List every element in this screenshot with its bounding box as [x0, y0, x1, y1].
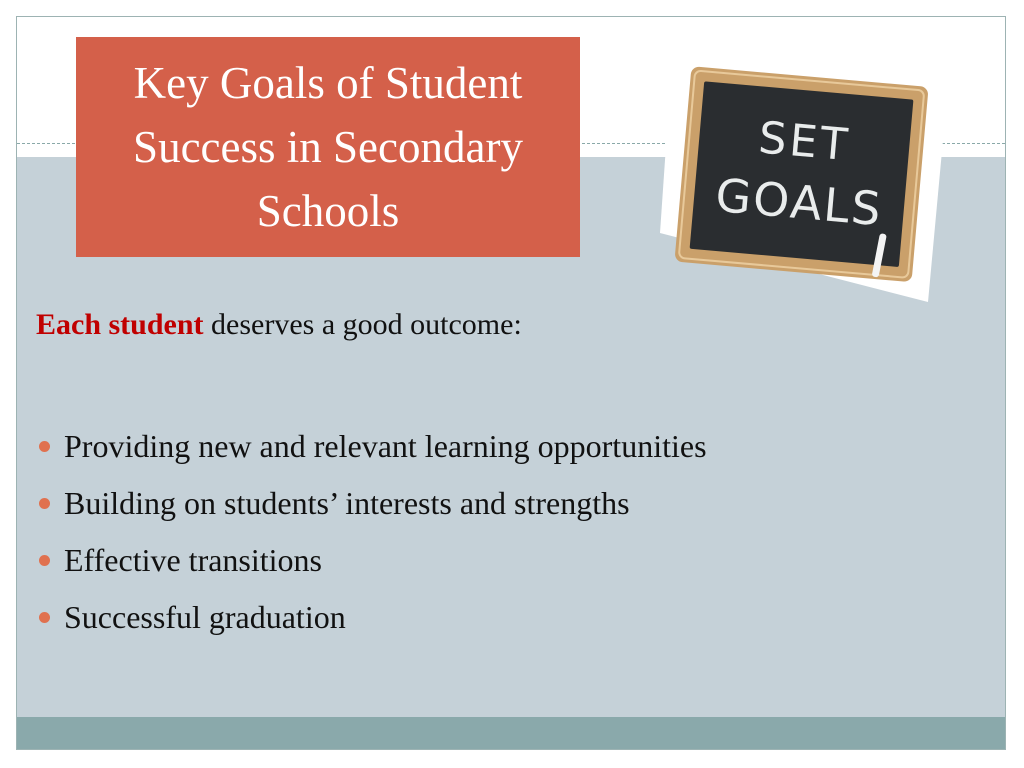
list-item-text: Building on students’ interests and strengths: [64, 485, 630, 521]
footer-band: [17, 717, 1005, 750]
chalk-text-goals: GOALS: [713, 167, 885, 237]
slide-title: Key Goals of Student Success in Secondary Schools: [133, 58, 523, 236]
intro-text: deserves a good outcome:: [203, 308, 522, 341]
bullet-dot-icon: [39, 612, 50, 623]
set-goals-chalkboard-image: [650, 58, 948, 302]
list-item: [36, 475, 707, 532]
list-item-text: Providing new and relevant learning opportunities: [64, 428, 707, 464]
list-item-text: Effective transitions: [64, 542, 322, 578]
title-box: [76, 37, 580, 257]
intro-line: [36, 308, 522, 342]
bullet-dot-icon: [39, 441, 50, 452]
list-item: [36, 418, 707, 475]
goals-list: [36, 418, 707, 646]
bullet-dot-icon: [39, 498, 50, 509]
intro-emphasis: Each student: [36, 308, 204, 341]
bullet-dot-icon: [39, 555, 50, 566]
list-item: [36, 589, 707, 646]
list-item-text: Successful graduation: [64, 599, 346, 635]
chalk-text-set: SET: [756, 112, 853, 172]
list-item: [36, 532, 707, 589]
